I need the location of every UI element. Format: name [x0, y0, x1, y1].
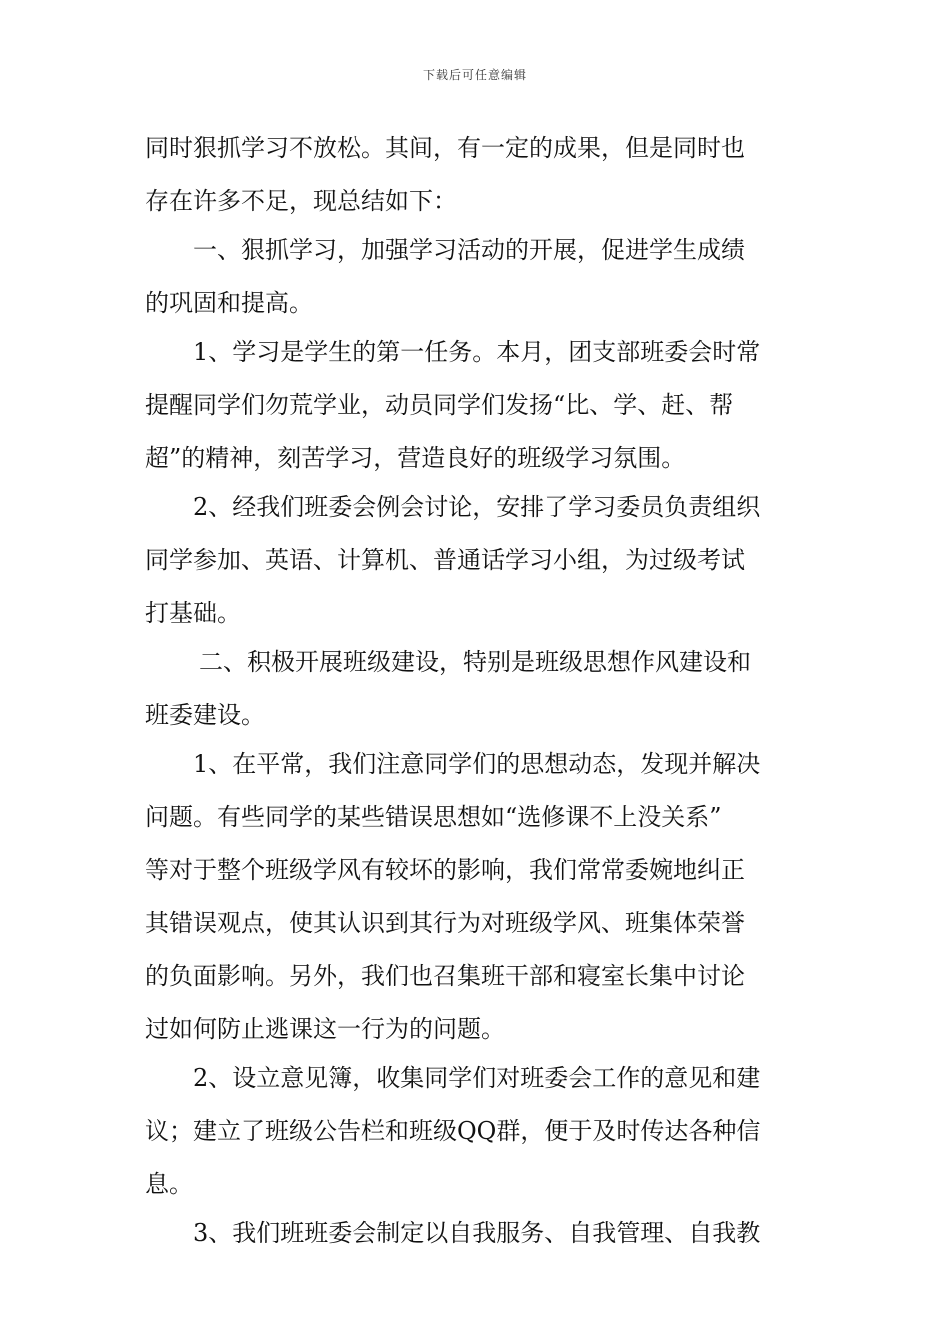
section-heading-line: 二、积极开展班级建设，特别是班级思想作风建设和: [199, 648, 751, 676]
paragraph-line: 息。: [145, 1170, 193, 1198]
paragraph-line: 1、学习是学生的第一任务。本月，团支部班委会时常: [193, 338, 761, 366]
paragraph-line: 存在许多不足，现总结如下：: [145, 187, 457, 215]
paragraph-line: 打基础。: [145, 599, 241, 627]
paragraph-line: 同学参加、英语、计算机、普通话学习小组，为过级考试: [145, 546, 745, 574]
paragraph-line: 问题。有些同学的某些错误思想如“选修课不上没关系”: [145, 803, 722, 831]
paragraph-line: 其错误观点，使其认识到其行为对班级学风、班集体荣誉: [145, 909, 745, 937]
paragraph-line: 2、经我们班委会例会讨论，安排了学习委员负责组织: [193, 493, 761, 521]
section-heading-line: 一、狠抓学习，加强学习活动的开展，促进学生成绩: [193, 236, 745, 264]
paragraph-line: 等对于整个班级学风有较坏的影响，我们常常委婉地纠正: [145, 856, 745, 884]
paragraph-line: 同时狠抓学习不放松。其间，有一定的成果，但是同时也: [145, 134, 745, 162]
paragraph-line: 2、设立意见簿，收集同学们对班委会工作的意见和建: [193, 1064, 761, 1092]
paragraph-line: 3、我们班班委会制定以自我服务、自我管理、自我教: [193, 1219, 761, 1247]
paragraph-line: 议；建立了班级公告栏和班级QQ群，便于及时传达各种信: [145, 1117, 761, 1145]
paragraph-line: 提醒同学们勿荒学业，动员同学们发扬“比、学、赶、帮: [145, 391, 734, 419]
section-heading-line: 的巩固和提高。: [145, 289, 313, 317]
paragraph-line: 的负面影响。另外，我们也召集班干部和寝室长集中讨论: [145, 962, 745, 990]
section-heading-line: 班委建设。: [145, 701, 265, 729]
paragraph-line: 1、在平常，我们注意同学们的思想动态，发现并解决: [193, 750, 761, 778]
document-body: [145, 124, 807, 1258]
page-header: 下载后可任意编辑: [422, 68, 527, 82]
paragraph-line: 超”的精神，刻苦学习，营造良好的班级学习氛围。: [145, 444, 686, 472]
paragraph-line: 过如何防止逃课这一行为的问题。: [145, 1015, 505, 1043]
